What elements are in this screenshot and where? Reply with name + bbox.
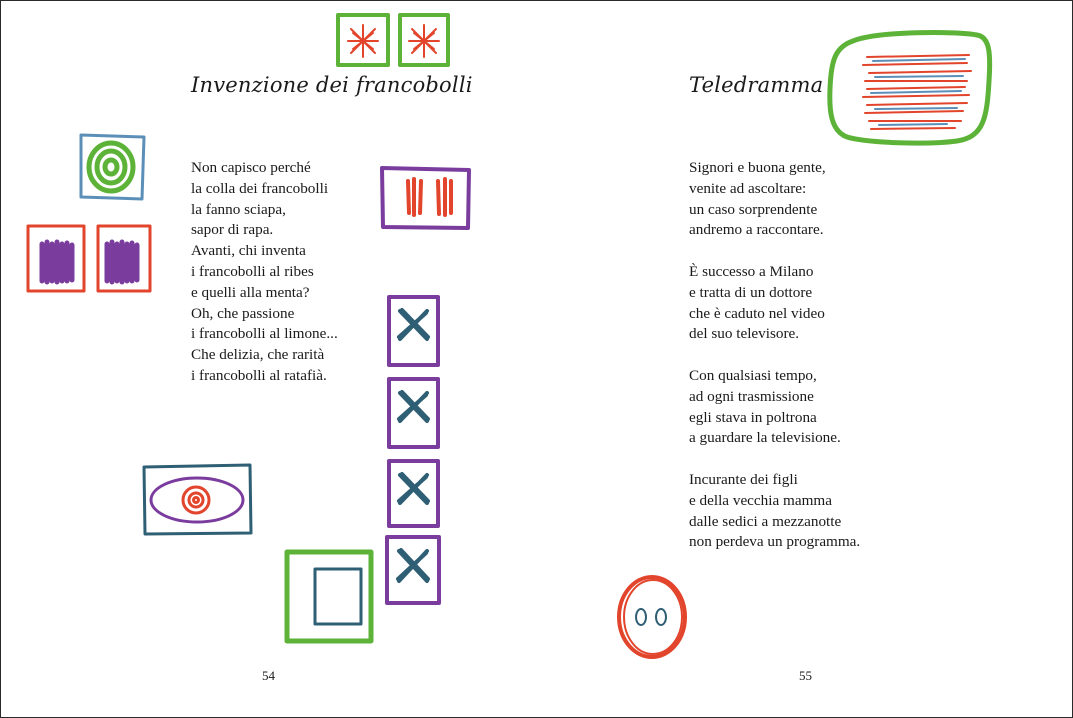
poem-line: non perdeva un programma. bbox=[689, 533, 861, 551]
stamp-cross-2 bbox=[389, 379, 438, 447]
poem-line: e della vecchia mamma bbox=[689, 491, 832, 509]
poem-line: dalle sedici a mezzanotte bbox=[689, 512, 842, 530]
stamp-square bbox=[287, 552, 371, 641]
stanza bbox=[689, 470, 860, 553]
poem-title: Teledramma bbox=[689, 73, 824, 97]
poem-line: È successo a Milano bbox=[689, 262, 814, 280]
poem-line: e tratta di un dottore bbox=[689, 283, 813, 301]
poem-text bbox=[191, 158, 338, 387]
poem-line: Oh, che passione bbox=[191, 304, 295, 322]
stamp-star-left bbox=[338, 15, 388, 65]
stamp-star-right bbox=[400, 15, 448, 65]
poem-line: la fanno sciapa, bbox=[191, 200, 286, 218]
stamp-eye bbox=[144, 465, 251, 534]
face-drawing bbox=[619, 577, 685, 657]
page-number: 55 bbox=[799, 668, 812, 683]
poem-line: a guardare la televisione. bbox=[689, 429, 841, 447]
left-page bbox=[1, 1, 536, 717]
poem-line: Non capisco perché bbox=[191, 159, 311, 176]
poem-line: del suo televisore. bbox=[689, 325, 800, 343]
poem-line: la colla dei francobolli bbox=[191, 179, 329, 197]
stanza bbox=[689, 158, 860, 241]
stamp-cross-1 bbox=[389, 297, 438, 365]
stamp-purple-stripes-1 bbox=[28, 226, 84, 291]
poem-line: Signori e buona gente, bbox=[689, 159, 826, 176]
stamp-cross-4 bbox=[387, 537, 439, 603]
tv-screen-drawing bbox=[830, 33, 990, 144]
poem-line: andremo a raccontare. bbox=[689, 221, 824, 239]
poem-title: Invenzione dei francobolli bbox=[191, 73, 473, 97]
poem-line: egli stava in poltrona bbox=[689, 408, 817, 426]
poem-line: ad ogni trasmissione bbox=[689, 387, 814, 405]
stanza bbox=[689, 262, 860, 345]
poem-line: Incurante dei figli bbox=[689, 470, 798, 488]
poem-text bbox=[689, 158, 860, 574]
poem-line: venite ad ascoltare: bbox=[689, 179, 807, 197]
stamp-red-marks bbox=[382, 168, 469, 228]
stamp-cross-3 bbox=[389, 461, 438, 526]
poem-line: Che delizia, che rarità bbox=[191, 346, 325, 364]
poem-line: sapor di rapa. bbox=[191, 221, 274, 239]
poem-line: i francobolli al limone... bbox=[191, 325, 338, 343]
stanza bbox=[689, 366, 860, 449]
poem-line: Avanti, chi inventa bbox=[191, 242, 306, 260]
poem-line: un caso sorprendente bbox=[689, 200, 818, 218]
poem-line: i francobolli al ribes bbox=[191, 262, 314, 280]
poem-line: i francobolli al ratafià. bbox=[191, 366, 327, 384]
stamp-purple-stripes-2 bbox=[98, 226, 150, 291]
poem-line: Con qualsiasi tempo, bbox=[689, 366, 817, 384]
poem-line: che è caduto nel video bbox=[689, 304, 825, 322]
poem-line: e quelli alla menta? bbox=[191, 283, 310, 301]
stamp-green-circle bbox=[81, 135, 144, 199]
page-number: 54 bbox=[262, 668, 275, 683]
right-page bbox=[537, 1, 1072, 717]
